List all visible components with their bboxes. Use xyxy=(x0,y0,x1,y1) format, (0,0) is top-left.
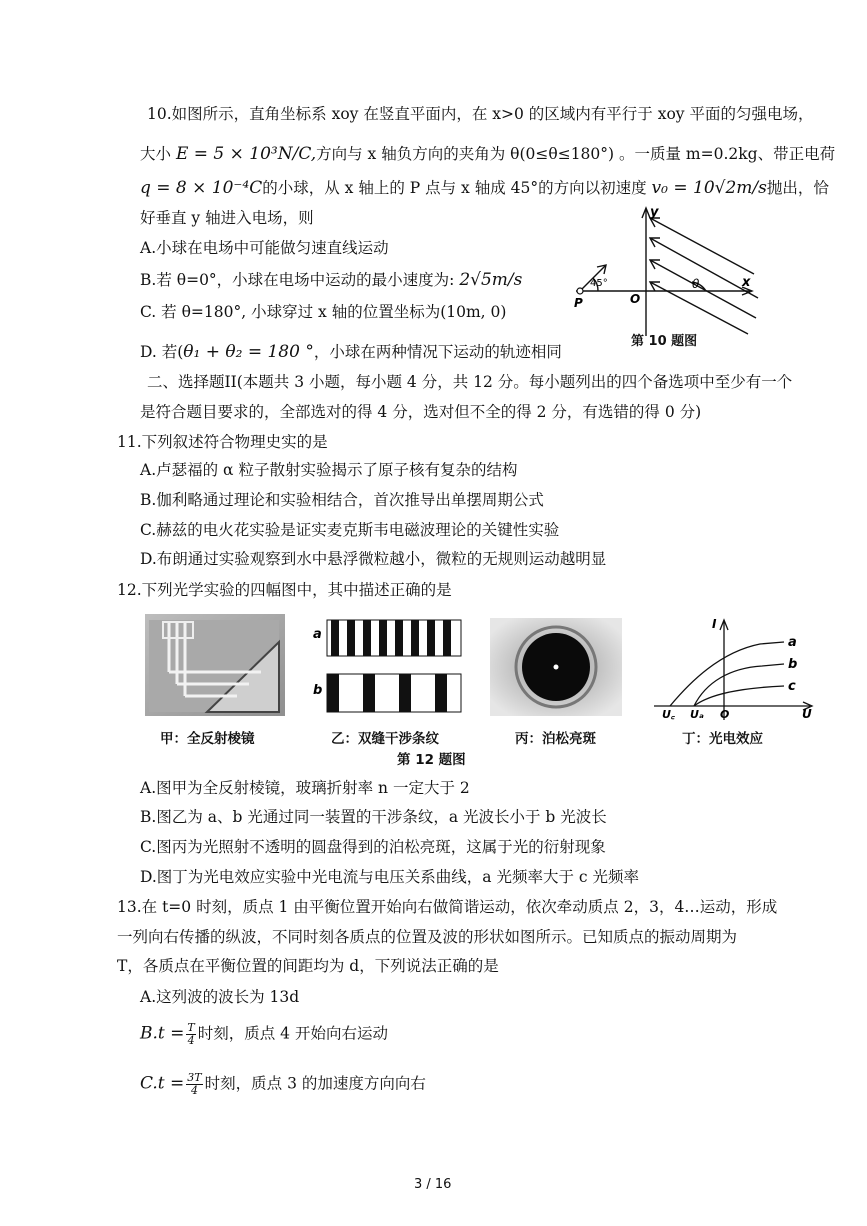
prism-photo xyxy=(145,614,285,716)
q13-c-time: C.t = xyxy=(140,1073,185,1094)
q10-option-d-text: D. 若( xyxy=(140,343,184,361)
q11-stem: 11.下列叙述符合物理史实的是 xyxy=(117,433,328,451)
fringe-b xyxy=(327,674,461,712)
caption-ding: 丁：光电效应 xyxy=(682,731,763,747)
charge-formula: q = 8 × 10⁻⁴C xyxy=(140,178,263,198)
fraction-numerator: 3T xyxy=(187,1071,202,1084)
current-axis-label: I xyxy=(712,617,717,631)
fringe-b-label: b xyxy=(313,683,323,698)
fringe-a-label: a xyxy=(313,627,322,642)
q13-b-time: B.t = xyxy=(140,1023,185,1044)
q10-line1: 10.如图所示，直角坐标系 xoy 在竖直平面内，在 x>0 的区域内有平行于 xoy 平面的匀强电场， xyxy=(147,105,814,123)
q13-option-c xyxy=(140,1072,426,1097)
angle-45-label: 45° xyxy=(590,278,608,289)
q13-b-text: 时刻，质点 4 开始向右运动 xyxy=(197,1024,388,1043)
fraction-numerator: T xyxy=(187,1021,195,1034)
poisson-spot-photo xyxy=(490,618,622,716)
page-number: 3 / 16 xyxy=(414,1177,452,1192)
fringe-a xyxy=(327,620,461,656)
quarter-period-fraction xyxy=(186,1022,195,1047)
q11-option-d: D.布朗通过实验观察到水中悬浮微粒越小，微粒的无规则运动越明显 xyxy=(140,550,607,568)
caption-yi: 乙：双缝干涉条纹 xyxy=(331,731,439,747)
three-quarter-period-fraction xyxy=(186,1072,202,1097)
q13-option-b xyxy=(140,1022,388,1047)
q12-stem: 12.下列光学实验的四幅图中，其中描述正确的是 xyxy=(117,581,452,599)
q10-text: 方向与 x 轴负方向的夹角为 θ(0≤θ≤180°) 。一质量 m=0.2kg、带正电荷 xyxy=(316,145,836,163)
field-formula: E = 5 × 10³N/C, xyxy=(175,144,317,164)
q10-option-d-text: ，小球在两种情况下运动的轨迹相同 xyxy=(313,343,562,361)
q13-c-text: 时刻，质点 3 的加速度方向向右 xyxy=(204,1074,426,1093)
q12-option-d: D.图丁为光电效应实验中光电流与电压关系曲线，a 光频率大于 c 光频率 xyxy=(140,868,640,886)
origin-label: O xyxy=(720,708,730,721)
q10-option-c: C. 若 θ=180°, 小球穿过 x 轴的位置坐标为(10m, 0) xyxy=(140,303,507,321)
curve-b-label: b xyxy=(788,657,798,672)
y-axis-label: y xyxy=(650,205,659,220)
fraction-denominator: 4 xyxy=(190,1084,198,1097)
q13-line2: 一列向右传播的纵波，不同时刻各质点的位置及波的形状如图所示。已知质点的振动周期为 xyxy=(117,928,738,946)
q10-text: 的小球，从 x 轴上的 P 点与 x 轴成 45°的方向以初速度 xyxy=(262,179,652,197)
x-axis-label: x xyxy=(742,275,751,290)
q10-option-a: A.小球在电场中可能做匀速直线运动 xyxy=(140,239,389,257)
q12-option-c: C.图丙为光照射不透明的圆盘得到的泊松亮斑，这属于光的衍射现象 xyxy=(140,838,606,856)
q11-option-a: A.卢瑟福的 α 粒子散射实验揭示了原子核有复杂的结构 xyxy=(140,461,518,479)
caption-jia: 甲：全反射棱镜 xyxy=(160,731,255,747)
q12-option-b: B.图乙为 a、b 光通过同一装置的干涉条纹，a 光波长小于 b 光波长 xyxy=(140,808,607,826)
q10-figure-caption: 第 10 题图 xyxy=(631,334,698,349)
q12-figure-caption: 第 12 题图 xyxy=(397,752,466,768)
min-speed-formula: 2√5m/s xyxy=(459,270,523,290)
section2-line2: 是符合题目要求的，全部选对的得 4 分，选对但不全的得 2 分，有选错的得 0 分) xyxy=(140,403,702,421)
stop-voltage-a-label: Uₐ xyxy=(690,708,704,721)
point-p-label: P xyxy=(574,296,583,310)
q10-option-d xyxy=(140,342,562,362)
velocity-formula: v₀ = 10√2m/s xyxy=(651,178,767,198)
q10-text: 抛出，恰 xyxy=(766,179,829,197)
q11-option-b: B.伽利略通过理论和实验相结合，首次推导出单摆周期公式 xyxy=(140,491,544,509)
q13-line3: T，各质点在平衡位置的间距均为 d，下列说法正确的是 xyxy=(117,957,499,975)
q10-option-b xyxy=(140,270,522,290)
origin-label: O xyxy=(630,292,641,306)
q12-option-a: A.图甲为全反射棱镜，玻璃折射率 n 一定大于 2 xyxy=(140,779,470,797)
q11-option-c: C.赫兹的电火花实验是证实麦克斯韦电磁波理论的关键性实验 xyxy=(140,521,560,539)
q10-option-b-text: B.若 θ=0°，小球在电场中运动的最小速度为: xyxy=(140,271,460,289)
fraction-denominator: 4 xyxy=(187,1034,195,1047)
caption-bing: 丙：泊松亮斑 xyxy=(515,731,596,747)
stop-voltage-c-label: U꜀ xyxy=(662,708,675,721)
point-p-marker xyxy=(577,288,583,294)
curve-a-label: a xyxy=(788,635,797,650)
theta-label: θ xyxy=(692,277,700,291)
q10-line4: 好垂直 y 轴进入电场，则 xyxy=(140,209,314,227)
q10-figure xyxy=(566,200,766,350)
q10-line2 xyxy=(140,144,835,164)
q13-option-a: A.这列波的波长为 13d xyxy=(140,988,300,1006)
voltage-axis-label: U xyxy=(802,707,812,721)
q10-line3 xyxy=(140,178,829,198)
q13-line1: 13.在 t=0 时刻，质点 1 由平衡位置开始向右做简谐运动，依次牵动质点 2，3，4…运动，形成 xyxy=(117,898,778,916)
curve-c-label: c xyxy=(788,679,796,694)
photoelectric-curves xyxy=(650,612,820,724)
interference-fringes xyxy=(313,618,463,718)
q10-text: 大小 xyxy=(140,145,176,163)
angle-sum-formula: θ₁ + θ₂ = 180 ° xyxy=(183,342,314,362)
section2-line1: 二、选择题II(本题共 3 小题，每小题 4 分，共 12 分。每小题列出的四个备选项中至少有一个 xyxy=(147,373,793,391)
